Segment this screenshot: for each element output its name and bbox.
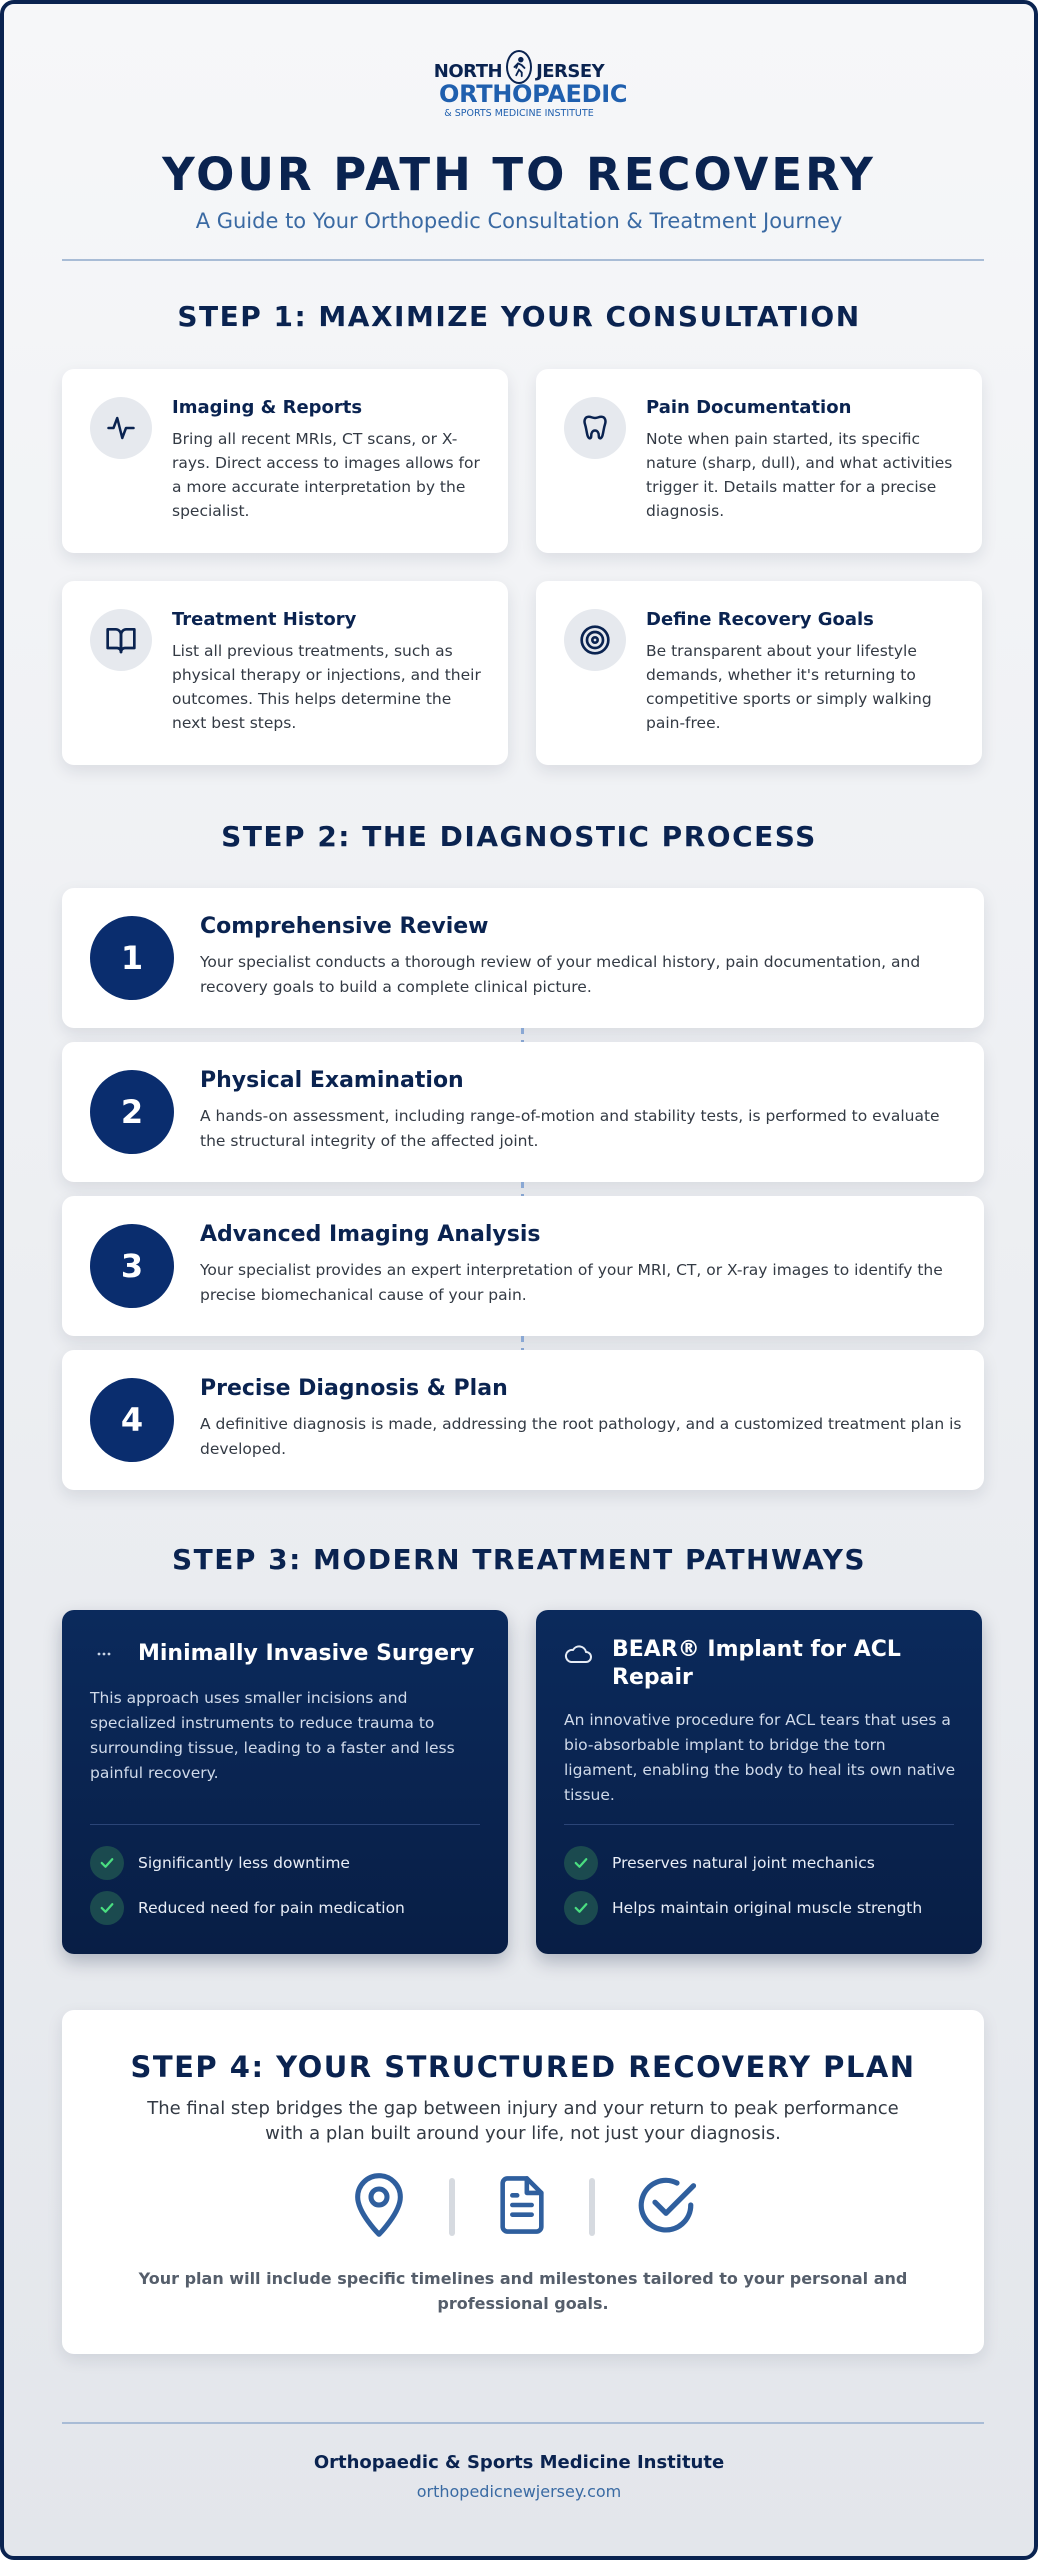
treatment-body: This approach uses smaller incisions and specialized instruments to reduce trauma to surrounding tissue, leading to a faster and less painful recovery.	[90, 1689, 455, 1782]
step-body: Your specialist provides an expert interpretation of your MRI, CT, or X-ray images to identify the precise biomechanical cause of your pain.	[200, 1261, 943, 1304]
step-body: A hands-on assessment, including range-of-motion and stability tests, is performed to evaluate the structural integrity of the affected joint.	[200, 1107, 940, 1150]
benefit-item	[564, 1891, 922, 1925]
benefit-item	[564, 1846, 875, 1880]
tooth-icon	[564, 397, 626, 459]
divider	[564, 1824, 954, 1825]
card-heading: Pain Documentation	[646, 397, 852, 418]
recovery-plan-card	[62, 2010, 984, 2354]
step4-title: STEP 4: YOUR STRUCTURED RECOVERY PLAN	[130, 2050, 916, 2084]
step-number-badge: 2	[90, 1070, 174, 1154]
logo-tagline: & SPORTS MEDICINE INSTITUTE	[444, 108, 594, 119]
pulse-icon	[90, 397, 152, 459]
divider	[90, 1824, 480, 1825]
step2-title: STEP 2: THE DIAGNOSTIC PROCESS	[221, 820, 817, 853]
check-icon	[564, 1891, 598, 1925]
step3-title: STEP 3: MODERN TREATMENT PATHWAYS	[171, 1543, 867, 1576]
benefit-text: Helps maintain original muscle strength	[612, 1899, 923, 1917]
footer-organization: Orthopaedic & Sports Medicine Institute	[313, 2452, 725, 2473]
header	[4, 58, 1034, 233]
step-number-badge: 3	[90, 1224, 174, 1308]
step1-title: STEP 1: MAXIMIZE YOUR CONSULTATION	[177, 300, 861, 333]
logo-north: NORTH	[433, 60, 503, 82]
diagnostic-step-2	[62, 1042, 984, 1182]
step-body: Your specialist conducts a thorough review of your medical history, pain documentation, and recovery goals to build a complete clinical picture.	[200, 953, 921, 996]
step-heading: Precise Diagnosis & Plan	[200, 1376, 508, 1401]
logo-jersey: JERSEY	[536, 60, 605, 82]
treatment-card-bear-implant	[536, 1610, 982, 1954]
card-body: List all previous treatments, such as physical therapy or injections, and their outcomes. This helps determine the next best steps.	[172, 642, 481, 732]
step-heading: Comprehensive Review	[200, 914, 489, 939]
card-body: Note when pain started, its specific nature (sharp, dull), and what activities trigger it. Details matter for a precise diagnosis.	[646, 430, 953, 520]
icon-separator	[589, 2178, 595, 2236]
step1-card-goals	[536, 581, 982, 765]
treatment-body: An innovative procedure for ACL tears that uses a bio-absorbable implant to bridge the torn ligament, enabling the body to heal its own native tissue.	[564, 1711, 956, 1804]
step4-note: Your plan will include specific timelines and milestones tailored to your personal and professional goals.	[138, 2269, 908, 2313]
step-heading: Physical Examination	[200, 1068, 464, 1093]
card-heading: Treatment History	[172, 609, 357, 630]
page-title: YOUR PATH TO RECOVERY	[162, 148, 876, 201]
logo-orthopaedic: ORTHOPAEDIC	[439, 80, 628, 108]
map-pin-icon	[347, 2170, 411, 2244]
footer-website-link[interactable]: orthopedicnewjersey.com	[416, 2482, 622, 2501]
step-number-badge: 4	[90, 1378, 174, 1462]
benefit-text: Significantly less downtime	[138, 1854, 350, 1872]
treatment-heading: BEAR® Implant for ACL Repair	[612, 1637, 901, 1690]
card-heading: Define Recovery Goals	[646, 609, 874, 630]
step1-card-history	[62, 581, 508, 765]
treatment-heading: Minimally Invasive Surgery	[138, 1641, 475, 1666]
runner-icon	[506, 50, 532, 84]
benefit-item	[90, 1891, 405, 1925]
benefit-item	[90, 1846, 350, 1880]
card-body: Be transparent about your lifestyle demands, whether it's returning to competitive sports or simply walking pain-free.	[646, 642, 932, 732]
step1-card-imaging	[62, 369, 508, 553]
step-body: A definitive diagnosis is made, addressing the root pathology, and a customized treatment plan is developed.	[200, 1415, 962, 1458]
benefit-text: Reduced need for pain medication	[138, 1899, 405, 1917]
ellipsis-icon	[86, 1640, 122, 1668]
step4-body: The final step bridges the gap between injury and your return to peak performance with a plan built around your life, not just your diagnosis.	[147, 2098, 899, 2144]
header-divider	[62, 259, 984, 261]
recovery-icons	[62, 2170, 984, 2244]
diagnostic-step-4	[62, 1350, 984, 1490]
cloud-icon	[560, 1640, 596, 1668]
step1-card-pain	[536, 369, 982, 553]
step-heading: Advanced Imaging Analysis	[200, 1222, 541, 1247]
step-number-badge: 1	[90, 916, 174, 1000]
icon-separator	[449, 2178, 455, 2236]
book-icon	[90, 609, 152, 671]
check-icon	[90, 1891, 124, 1925]
logo	[433, 58, 628, 134]
check-icon	[564, 1846, 598, 1880]
page-subtitle: A Guide to Your Orthopedic Consultation & Treatment Journey	[195, 209, 843, 233]
footer-divider	[62, 2422, 984, 2424]
document-icon	[493, 2171, 551, 2243]
diagnostic-step-1	[62, 888, 984, 1028]
card-heading: Imaging & Reports	[172, 397, 363, 418]
treatment-card-minimally-invasive	[62, 1610, 508, 1954]
check-circle-icon	[633, 2172, 699, 2242]
diagnostic-step-3	[62, 1196, 984, 1336]
card-body: Bring all recent MRIs, CT scans, or X-rays. Direct access to images allows for a more accurate interpretation by the specialist.	[172, 430, 480, 520]
benefit-text: Preserves natural joint mechanics	[612, 1854, 875, 1872]
target-icon	[564, 609, 626, 671]
check-icon	[90, 1846, 124, 1880]
